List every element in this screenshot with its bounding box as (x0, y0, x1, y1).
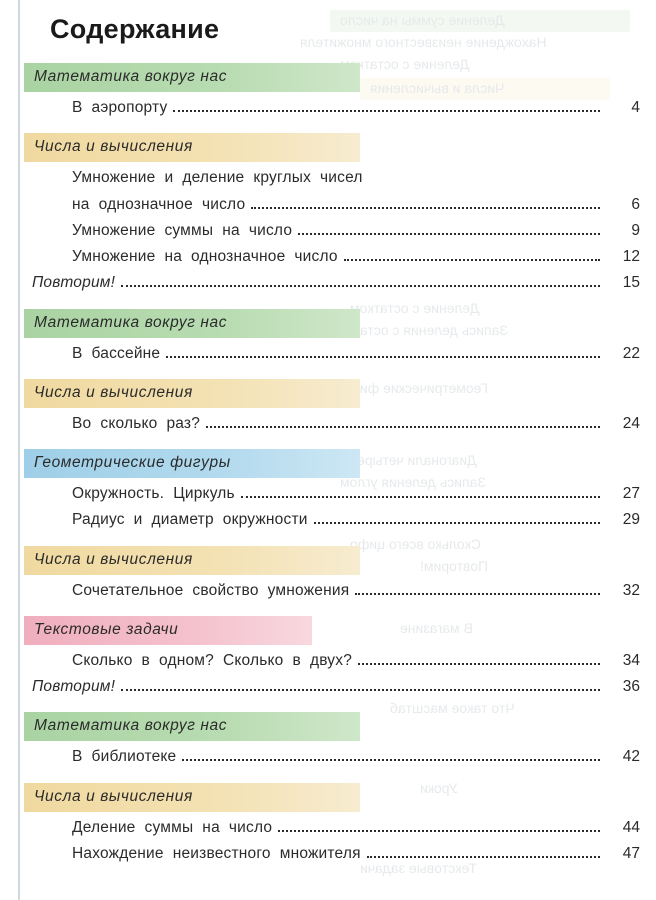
toc-section-math-around-1 (24, 63, 640, 119)
toc-page-number: 42 (622, 748, 640, 766)
toc-entry[interactable] (24, 649, 640, 672)
toc-entry[interactable] (24, 412, 640, 435)
toc-section-math-around-3 (24, 712, 640, 768)
toc-section-repeat-2 (24, 675, 640, 698)
toc-page-number: 24 (622, 414, 640, 432)
toc-entry-label: Повторим! (32, 274, 116, 292)
toc-leader-dots (298, 233, 600, 235)
toc-entry[interactable] (24, 842, 640, 865)
toc-entry-label: на однозначное число (72, 195, 246, 213)
toc-entry-label: Радиус и диаметр окружности (72, 511, 308, 529)
section-heading: Математика вокруг нас (24, 309, 360, 338)
left-margin-rule (18, 0, 20, 900)
toc-entry[interactable] (24, 193, 640, 216)
toc-leader-dots (251, 207, 600, 209)
toc-entry[interactable] (24, 342, 640, 365)
toc-leader-dots (344, 259, 600, 261)
toc-entry-label: Деление суммы на число (72, 818, 273, 836)
toc-leader-dots (121, 689, 600, 691)
toc-leader-dots (182, 759, 600, 761)
section-heading: Математика вокруг нас (24, 63, 360, 92)
toc-entry[interactable] (24, 271, 640, 294)
toc-page-number: 47 (622, 844, 640, 862)
section-heading: Числа и вычисления (24, 133, 360, 162)
toc-leader-dots (314, 522, 600, 524)
toc-entry[interactable] (24, 482, 640, 505)
toc-entry-label: Сочетательное свойство умножения (72, 581, 350, 599)
toc-page-number: 6 (631, 195, 640, 213)
toc-leader-dots (173, 110, 600, 112)
toc-section-numbers-4 (24, 783, 640, 866)
toc-page-number: 4 (631, 99, 640, 116)
toc-entry[interactable] (24, 675, 640, 698)
page-title: Содержание (50, 14, 220, 44)
toc-entry-label: Нахождение неизвестного множителя (72, 844, 361, 862)
toc-entry[interactable] (24, 96, 640, 119)
toc-entry-label: Умножение на однозначное число (72, 248, 338, 265)
toc-leader-dots (241, 496, 600, 498)
toc-leader-dots (278, 830, 600, 832)
toc-section-numbers-2 (24, 379, 640, 435)
toc-entry[interactable] (24, 219, 640, 242)
toc-leader-dots (206, 426, 600, 428)
toc-leader-dots (121, 285, 600, 287)
toc-entry-label: В библиотеке (72, 748, 177, 766)
toc-entry-label: Умножение суммы на число (72, 221, 293, 239)
toc-entry-label: Сколько в одном? Сколько в двух? (72, 651, 353, 669)
toc-entry-label: Окружность. Циркуль (72, 485, 235, 502)
toc-entry-label: Повторим! (32, 678, 116, 695)
toc-leader-dots (355, 593, 600, 595)
toc-section-math-around-2 (24, 309, 640, 365)
toc-body (24, 63, 640, 865)
toc-page-number: 27 (622, 485, 640, 502)
toc-entry-label: Умножение и деление круглых чисел (72, 169, 363, 187)
toc-leader-dots (358, 663, 600, 665)
section-heading: Геометрические фигуры (24, 449, 360, 478)
toc-section-geometry-1 (24, 449, 640, 532)
toc-section-numbers-1 (24, 133, 640, 268)
toc-page-number: 29 (622, 511, 640, 529)
toc-page-number: 12 (622, 248, 640, 265)
toc-page-number: 36 (622, 678, 640, 695)
toc-page-number: 9 (631, 221, 640, 239)
toc-entry[interactable] (24, 579, 640, 602)
toc-entry[interactable] (24, 508, 640, 531)
section-heading: Текстовые задачи (24, 616, 312, 645)
toc-page-number: 34 (622, 651, 640, 669)
toc-leader-dots (166, 356, 600, 358)
section-heading: Числа и вычисления (24, 379, 360, 408)
section-heading: Числа и вычисления (24, 546, 360, 575)
toc-entry[interactable] (24, 166, 640, 189)
toc-section-repeat-1 (24, 271, 640, 294)
toc-entry[interactable] (24, 745, 640, 768)
toc-leader-dots (367, 856, 600, 858)
toc-entry[interactable] (24, 816, 640, 839)
section-heading: Математика вокруг нас (24, 712, 360, 741)
toc-entry-label: Во сколько раз? (72, 414, 201, 432)
toc-section-text-tasks-1 (24, 616, 640, 672)
reverse-page-bleed: Деление суммы на число Нахождение неизвестного множителя Деление с остатком Числа и вычисления Деление с остатком Запись деления с остатком Геометрические фигуры Диагонали четырёх Запись деления углом Сколько всего цифр Повторим! В магазине Что такое масштаб Уроки Текстовые задачи (0, 0, 656, 900)
toc-entry[interactable] (24, 245, 640, 268)
toc-section-numbers-3 (24, 546, 640, 602)
toc-entry-label: В бассейне (72, 344, 161, 362)
section-heading: Числа и вычисления (24, 783, 360, 812)
toc-page-number: 32 (622, 581, 640, 599)
toc-page-number: 22 (622, 344, 640, 362)
toc-entry-label: В аэропорту (72, 99, 168, 116)
toc-page-number: 15 (622, 274, 640, 292)
toc-page-number: 44 (622, 818, 640, 836)
